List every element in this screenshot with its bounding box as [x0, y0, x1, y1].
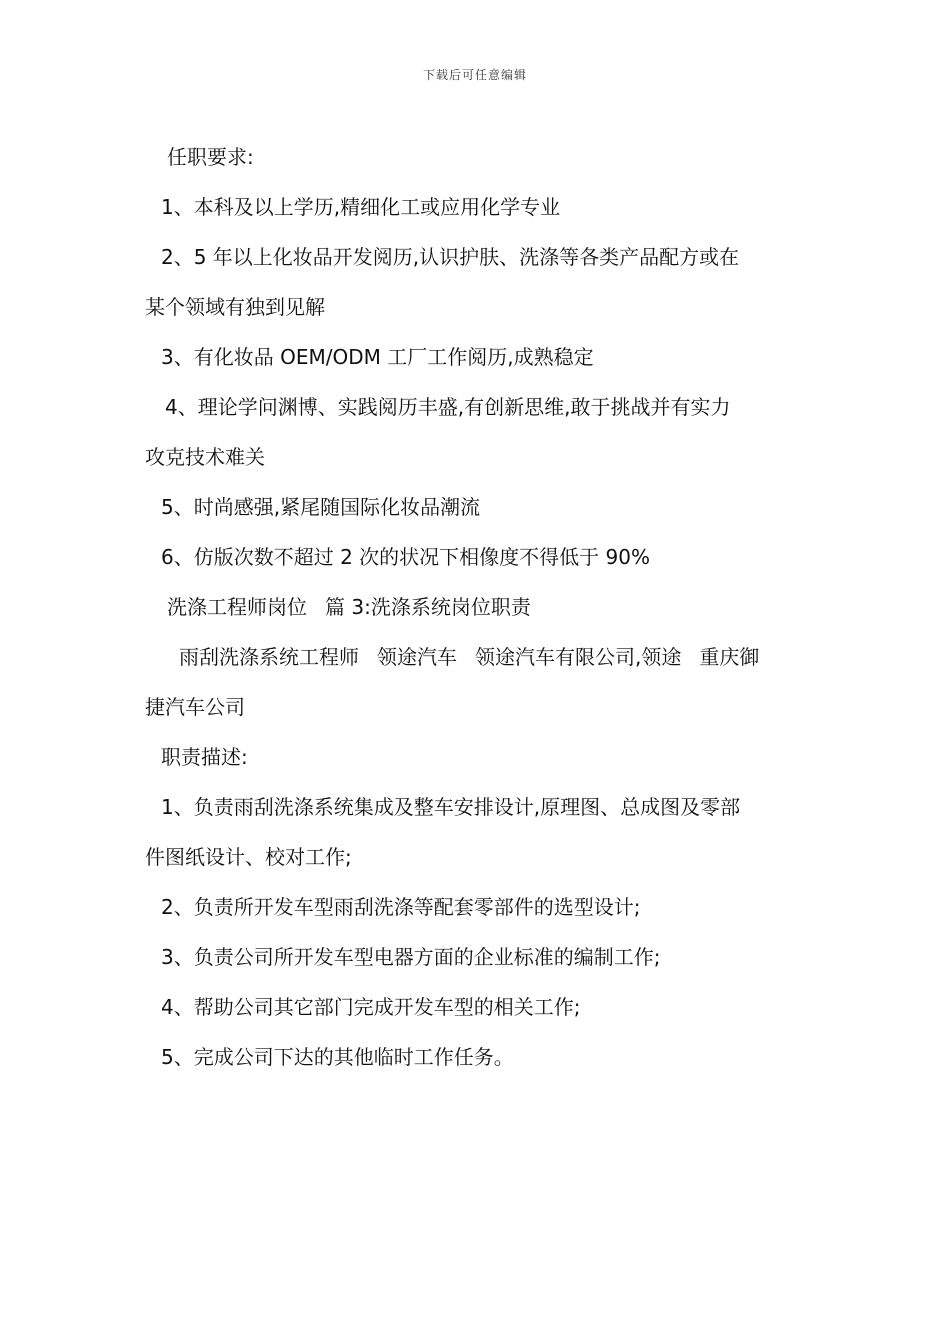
duty-item-3: 3、负责公司所开发车型电器方面的企业标准的编制工作;	[161, 945, 661, 969]
requirements-heading: 任职要求:	[167, 145, 254, 169]
document-body	[145, 132, 815, 1082]
requirement-item-4-line-2: 攻克技术难关	[145, 445, 265, 469]
duty-item-1-line-2: 件图纸设计、校对工作;	[145, 845, 352, 869]
company-name-full: 领途汽车有限公司,领途	[475, 645, 682, 669]
company-location: 重庆御	[699, 645, 760, 669]
duty-item-4: 4、帮助公司其它部门完成开发车型的相关工作;	[161, 995, 581, 1019]
section-title-part-a: 洗涤工程师岗位	[167, 595, 307, 619]
requirement-item-3: 3、有化妆品 OEM/ODM 工厂工作阅历,成熟稳定	[161, 345, 594, 369]
job-title: 雨刮洗涤系统工程师	[179, 645, 359, 669]
requirement-item-2-line-2: 某个领域有独到见解	[145, 295, 325, 319]
section-title-part-b: 篇 3:洗涤系统岗位职责	[325, 595, 531, 619]
company-line-1	[145, 632, 815, 682]
page-header: 下载后可任意编辑	[422, 68, 527, 82]
requirement-item-5: 5、时尚感强,紧尾随国际化妆品潮流	[161, 495, 481, 519]
duty-item-1-line-1: 1、负责雨刮洗涤系统集成及整车安排设计,原理图、总成图及零部	[161, 795, 741, 819]
requirement-item-4-line-1: 4、理论学问渊博、实践阅历丰盛,有创新思维,敢于挑战并有实力	[165, 395, 731, 419]
requirement-item-2-line-1: 2、5 年以上化妆品开发阅历,认识护肤、洗涤等各类产品配方或在	[161, 245, 740, 269]
section-title	[145, 582, 815, 632]
duty-item-2: 2、负责所开发车型雨刮洗涤等配套零部件的选型设计;	[161, 895, 641, 919]
requirement-item-1: 1、本科及以上学历,精细化工或应用化学专业	[161, 195, 561, 219]
duty-item-5: 5、完成公司下达的其他临时工作任务。	[161, 1045, 514, 1069]
requirement-item-6: 6、仿版次数不超过 2 次的状况下相像度不得低于 90%	[161, 545, 650, 569]
company-line-2: 捷汽车公司	[145, 695, 245, 719]
duties-heading: 职责描述:	[161, 745, 248, 769]
company-name-short: 领途汽车	[377, 645, 457, 669]
